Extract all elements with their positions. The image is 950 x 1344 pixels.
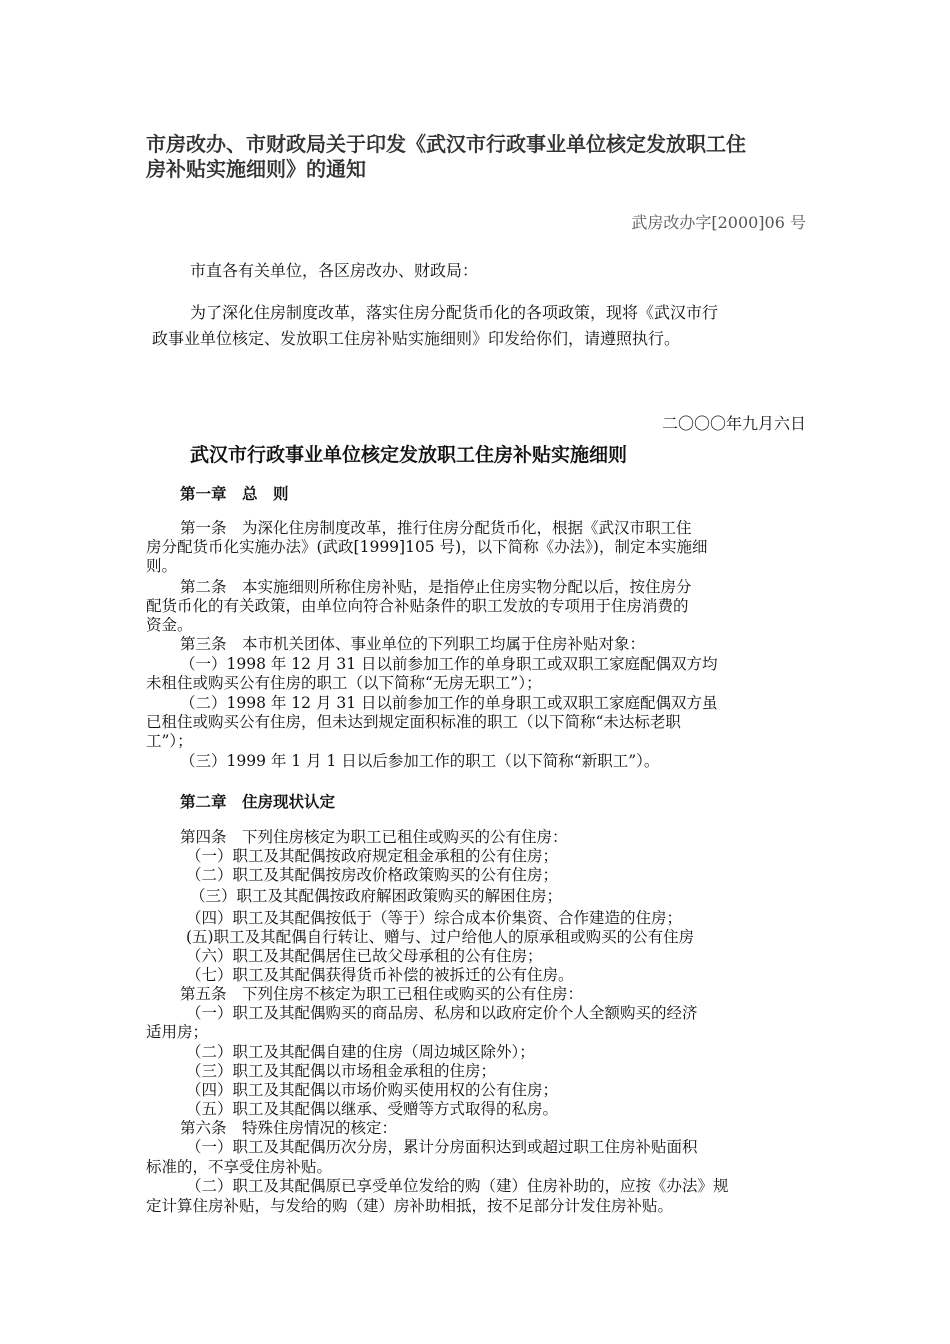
rules-line: 已租住或购买公有住房，但未达到规定面积标准的职工（以下简称“未达标老职 (146, 713, 681, 731)
notice-date: 二〇〇〇年九月六日 (661, 414, 806, 433)
notice-title-line-2: 房补贴实施细则》的通知 (146, 157, 366, 181)
rules-line: 第一条 为深化住房制度改革，推行住房分配货币化，根据《武汉市职工住 (180, 519, 692, 537)
rules-line: （六）职工及其配偶居住已故父母承租的公有住房； (186, 947, 543, 965)
notice-body-line-2: 政事业单位核定、发放职工住房补贴实施细则》印发给你们，请遵照执行。 (152, 329, 681, 348)
rules-line: (五)职工及其配偶自行转让、赠与、过户给他人的原承租或购买的公有住房 (186, 928, 695, 946)
notice-title-line-1: 市房改办、市财政局关于印发《武汉市行政事业单位核定发放职工住 (146, 132, 746, 156)
rules-line: 第三条 本市机关团体、事业单位的下列职工均属于住房补贴对象： (180, 635, 646, 653)
rules-line: （二）职工及其配偶原已享受单位发给的购（建）住房补助的，应按《办法》规 (186, 1177, 729, 1195)
notice-body-line-1: 为了深化住房制度改革，落实住房分配货币化的各项政策，现将《武汉市行 (190, 303, 719, 322)
chapter-2-heading: 第二章 住房现状认定 (180, 793, 336, 811)
chapter-1-heading: 第一章 总 则 (180, 485, 289, 503)
document-number: 武房改办字[2000]06 号 (631, 213, 806, 232)
rules-line: （一）职工及其配偶购买的商品房、私房和以政府定价个人全额购买的经济 (186, 1004, 698, 1022)
rules-line: 工”）； (146, 732, 193, 750)
rules-line: 第二条 本实施细则所称住房补贴，是指停止住房实物分配以后，按住房分 (180, 578, 692, 596)
rules-line: （四）职工及其配偶按低于（等于）综合成本价集资、合作建造的住房； (186, 909, 683, 927)
rules-line: 第六条 特殊住房情况的核定： (180, 1119, 398, 1137)
rules-line: 则。 (146, 557, 178, 575)
rules-line: （二）职工及其配偶自建的住房（周边城区除外）； (186, 1043, 535, 1061)
rules-line: 标准的，不享受住房补贴。 (146, 1158, 333, 1176)
rules-line: （一）职工及其配偶按政府规定租金承租的公有住房； (186, 847, 559, 865)
rules-line: 第四条 下列住房核定为职工已租住或购买的公有住房： (180, 828, 568, 846)
rules-line: （七）职工及其配偶获得货币补偿的被拆迁的公有住房。 (186, 966, 574, 984)
rules-line: （一）1998 年 12 月 31 日以前参加工作的单身职工或双职工家庭配偶双方均 (180, 655, 718, 673)
salutation: 市直各有关单位，各区房改办、财政局： (190, 261, 479, 280)
rules-line: 资金。 (146, 616, 193, 634)
rules-line: （二）1998 年 12 月 31 日以前参加工作的单身职工或双职工家庭配偶双方虽 (180, 694, 718, 712)
rules-line: 配货币化的有关政策，由单位向符合补贴条件的职工发放的专项用于住房消费的 (146, 597, 689, 615)
rules-line: 第五条 下列住房不核定为职工已租住或购买的公有住房： (180, 985, 584, 1003)
rules-line: （一）职工及其配偶历次分房，累计分房面积达到或超过职工住房补贴面积 (186, 1138, 698, 1156)
rules-line: （二）职工及其配偶按房改价格政策购买的公有住房； (186, 866, 559, 884)
rules-line: （三）职工及其配偶按政府解困政策购买的解困住房； (190, 887, 563, 905)
rules-line: 定计算住房补贴，与发给的购（建）房补助相抵，按不足部分计发住房补贴。 (146, 1197, 674, 1215)
rules-heading: 武汉市行政事业单位核定发放职工住房补贴实施细则 (190, 444, 628, 466)
rules-line: （三）职工及其配偶以市场租金承租的住房； (186, 1062, 497, 1080)
rules-line: 未租住或购买公有住房的职工（以下简称“无房无职工”）； (146, 674, 542, 692)
rules-line: 适用房； (146, 1023, 209, 1041)
rules-line: （五）职工及其配偶以继承、受赠等方式取得的私房。 (186, 1100, 559, 1118)
rules-line: （四）职工及其配偶以市场价购买使用权的公有住房； (186, 1081, 559, 1099)
rules-line: 房分配货币化实施办法》(武政[1999]105 号)，以下简称《办法》)，制定本实施细 (146, 538, 708, 556)
rules-line: （三）1999 年 1 月 1 日以后参加工作的职工（以下简称“新职工”）。 (180, 752, 660, 770)
